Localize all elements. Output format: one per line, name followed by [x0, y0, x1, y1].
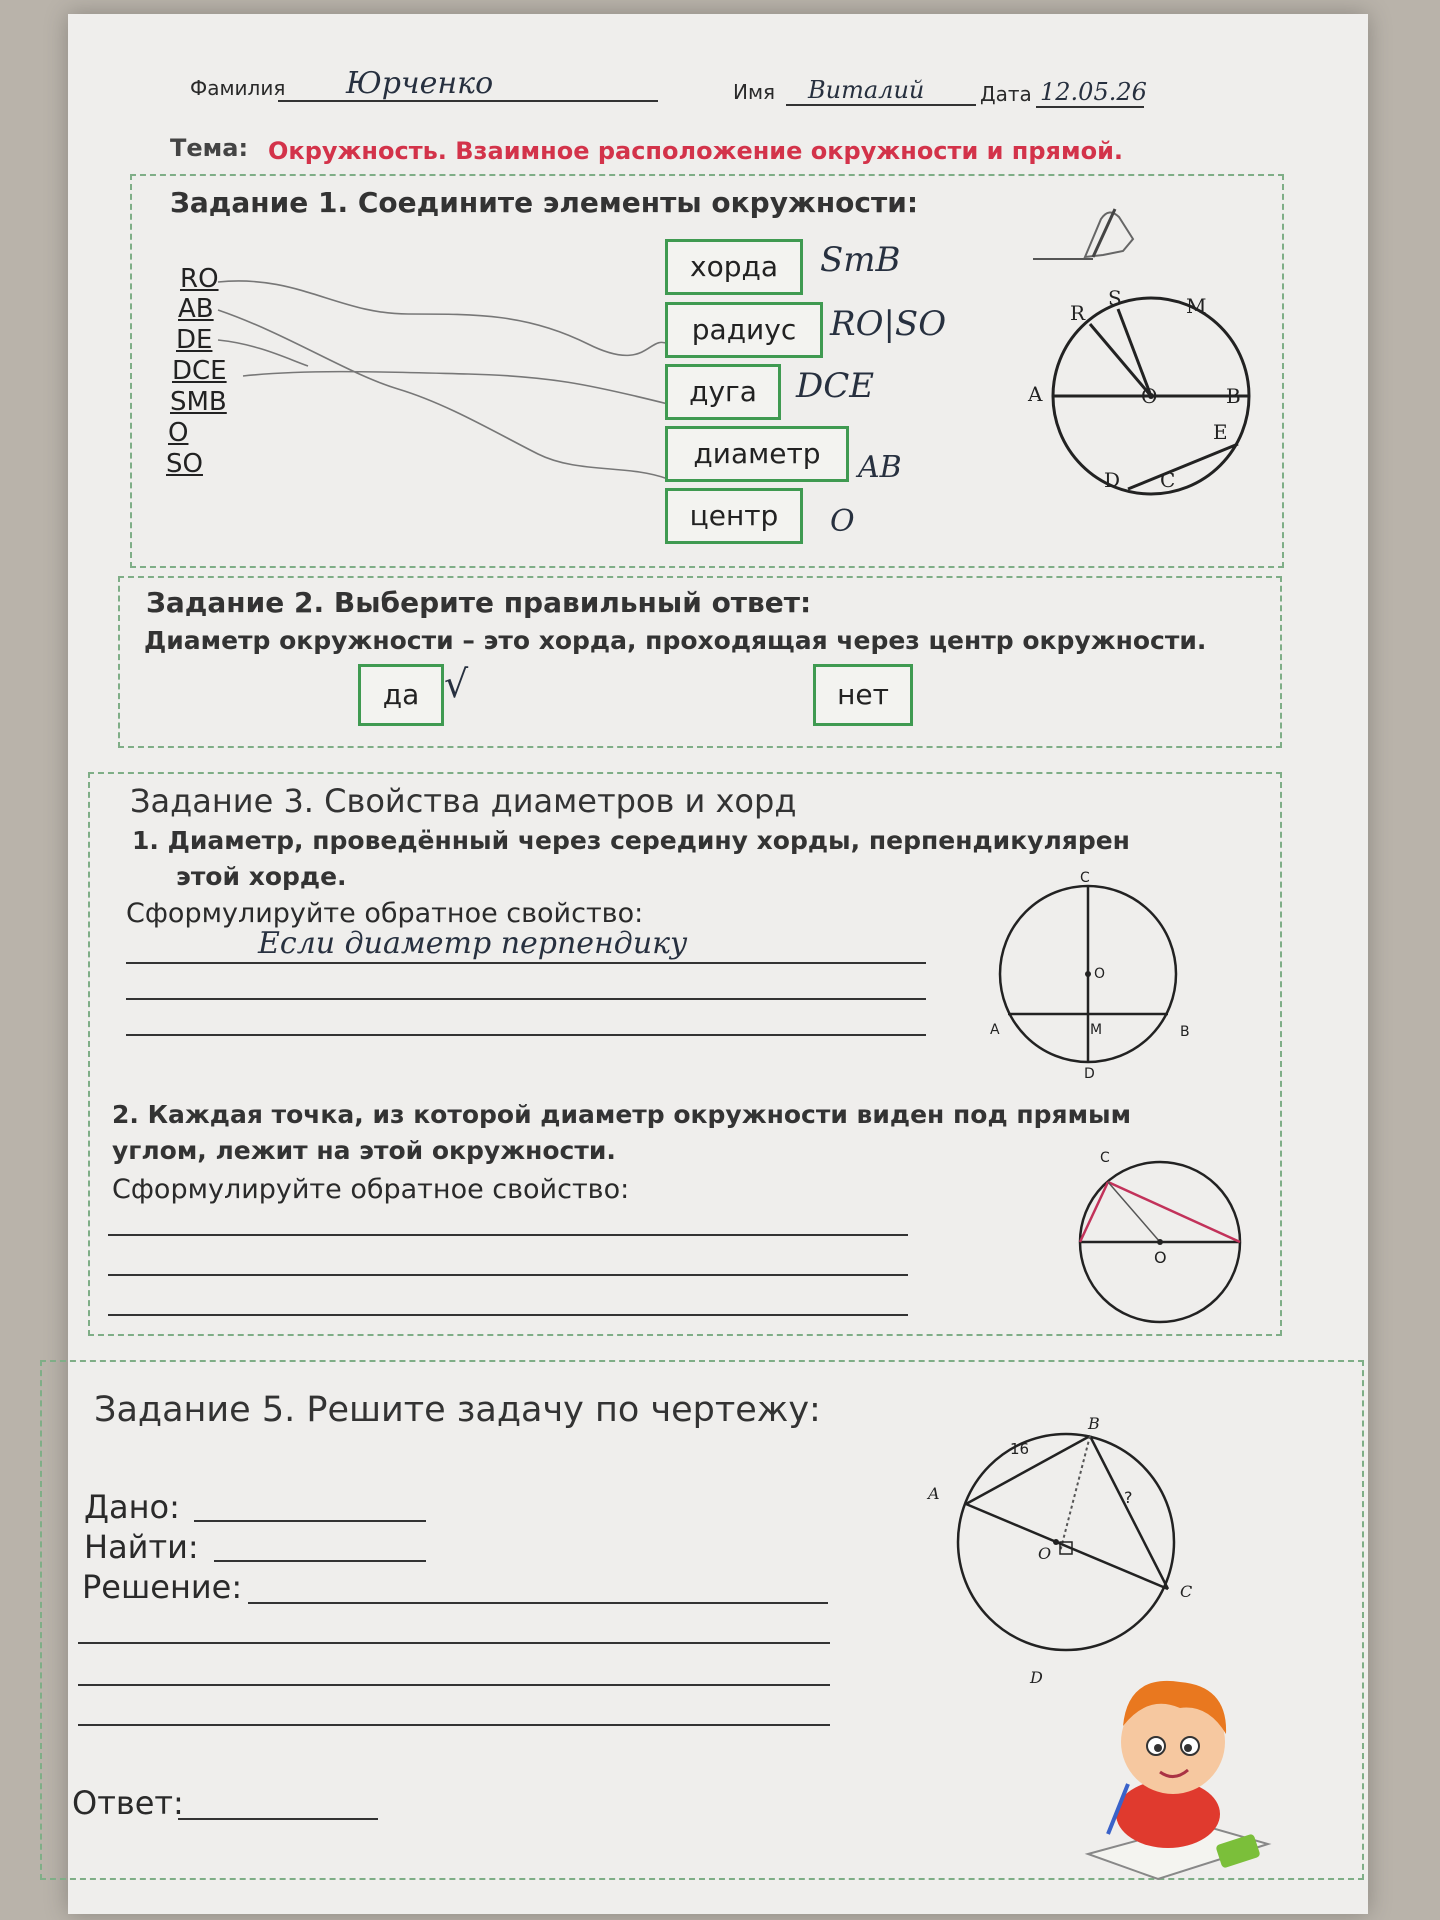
name-label: Имя — [733, 80, 776, 104]
term-diameter-label: диаметр — [693, 437, 821, 470]
task3-figure2 — [1068, 1154, 1248, 1334]
fig4-unknown-label: ? — [1124, 1488, 1133, 1507]
task3-prompt2: Сформулируйте обратное свойство: — [112, 1174, 630, 1205]
fig2-point-o: O — [1094, 966, 1106, 982]
fig4-point-a: A — [928, 1484, 940, 1503]
task3-prompt1: Сформулируйте обратное свойство: — [126, 898, 644, 929]
solution-input-line4[interactable] — [78, 1724, 830, 1726]
no-option-label: нет — [837, 678, 889, 711]
task3-item1-line2: этой хорде. — [176, 862, 347, 891]
fig2-point-b: B — [1180, 1024, 1190, 1040]
fig2-point-a: A — [990, 1022, 1000, 1038]
task3-answer2-line1[interactable] — [108, 1234, 908, 1236]
fig1-point-c: C — [1160, 468, 1176, 492]
task5-figure — [948, 1424, 1188, 1664]
date-label: Дата — [980, 82, 1032, 106]
element-so: SO — [166, 449, 203, 479]
fig4-point-b: B — [1088, 1414, 1100, 1433]
term-diameter-answer: AB — [858, 450, 902, 485]
element-dce: DCE — [172, 356, 227, 386]
surname-label: Фамилия — [190, 76, 286, 100]
fig4-point-d: D — [1030, 1668, 1043, 1687]
element-de: DE — [176, 325, 213, 355]
given-label: Дано: — [84, 1488, 180, 1526]
fig2-point-c: C — [1080, 870, 1090, 886]
fig1-point-d: D — [1104, 468, 1121, 492]
fig4-point-o: O — [1038, 1544, 1052, 1563]
fig1-point-a: A — [1028, 382, 1043, 406]
task3-title: Задание 3. Свойства диаметров и хорд — [130, 782, 797, 820]
task3-item1-line1: 1. Диаметр, проведённый через середину хорды, перпендикулярен — [132, 826, 1130, 855]
element-smb: SMB — [170, 387, 227, 417]
answer-input-line[interactable] — [178, 1818, 378, 1820]
term-center-label: центр — [689, 499, 779, 532]
topic-label: Тема: — [170, 134, 249, 162]
term-radius-label: радиус — [691, 313, 797, 346]
term-arc-answer: DCE — [796, 366, 875, 406]
fig4-length-label: 16 — [1010, 1440, 1030, 1458]
task3-answer2-line2[interactable] — [108, 1274, 908, 1276]
fig1-point-o: O — [1141, 384, 1158, 408]
element-ro: RO — [180, 264, 219, 294]
task3-answer2-line3[interactable] — [108, 1314, 908, 1316]
solution-input-line1[interactable] — [248, 1602, 828, 1604]
task3-answer1-line1[interactable] — [126, 962, 926, 964]
task3-item2-line1: 2. Каждая точка, из которой диаметр окружности виден под прямым — [112, 1100, 1132, 1129]
fig3-point-c: C — [1100, 1150, 1110, 1166]
name-value: Виталий — [808, 76, 925, 104]
yes-option-box[interactable] — [358, 664, 444, 726]
term-arc-label: дуга — [689, 375, 757, 408]
term-radius-answer: RO|SO — [830, 304, 947, 344]
task3-answer1: Если диаметр перпендику — [258, 926, 688, 961]
term-chord-box[interactable] — [665, 239, 803, 295]
fig1-point-e: E — [1213, 420, 1228, 444]
task3-answer1-line2[interactable] — [126, 998, 926, 1000]
term-chord-answer: SmB — [820, 240, 901, 280]
find-input-line[interactable] — [214, 1560, 426, 1562]
task3-figure1 — [988, 874, 1188, 1074]
date-value: 12.05.26 — [1040, 78, 1147, 106]
fig1-point-r: R — [1070, 301, 1086, 325]
fig2-point-d: D — [1084, 1066, 1095, 1082]
task2-statement: Диаметр окружности – это хорда, проходящая через центр окружности. — [144, 626, 1207, 655]
no-option-box[interactable] — [813, 664, 913, 726]
pencil-hand-icon — [1023, 199, 1143, 279]
task2-title: Задание 2. Выберите правильный ответ: — [146, 586, 812, 619]
worksheet-page — [68, 14, 1368, 1914]
find-label: Найти: — [84, 1528, 199, 1566]
given-input-line[interactable] — [194, 1520, 426, 1522]
fig4-point-c: C — [1180, 1582, 1193, 1601]
solution-input-line2[interactable] — [78, 1642, 830, 1644]
surname-value: Юрченко — [346, 66, 494, 101]
task1-title: Задание 1. Соедините элементы окружности: — [170, 186, 919, 219]
yes-checkmark: √ — [444, 662, 469, 706]
term-diameter-box[interactable] — [665, 426, 849, 482]
element-o: O — [168, 418, 189, 448]
term-center-answer: O — [830, 504, 855, 539]
topic-title: Окружность. Взаимное расположение окружности и прямой. — [268, 137, 1123, 165]
fig1-point-m: M — [1186, 294, 1207, 318]
fig1-point-b: B — [1226, 384, 1241, 408]
fig1-point-s: S — [1108, 286, 1122, 310]
term-chord-label: хорда — [690, 250, 778, 283]
task3-item2-line2: углом, лежит на этой окружности. — [112, 1136, 616, 1165]
answer-label: Ответ: — [72, 1784, 184, 1822]
term-center-box[interactable] — [665, 488, 803, 544]
solution-input-line3[interactable] — [78, 1684, 830, 1686]
element-ab: AB — [178, 294, 214, 324]
yes-option-label: да — [382, 678, 420, 711]
cartoon-boy-illustration — [1068, 1664, 1298, 1884]
term-arc-box[interactable] — [665, 364, 781, 420]
term-radius-box[interactable] — [665, 302, 823, 358]
task3-answer1-line3[interactable] — [126, 1034, 926, 1036]
task5-title: Задание 5. Решите задачу по чертежу: — [94, 1390, 821, 1430]
fig2-point-m: M — [1090, 1022, 1103, 1038]
solution-label: Решение: — [82, 1568, 243, 1606]
fig3-point-o: O — [1154, 1248, 1167, 1267]
